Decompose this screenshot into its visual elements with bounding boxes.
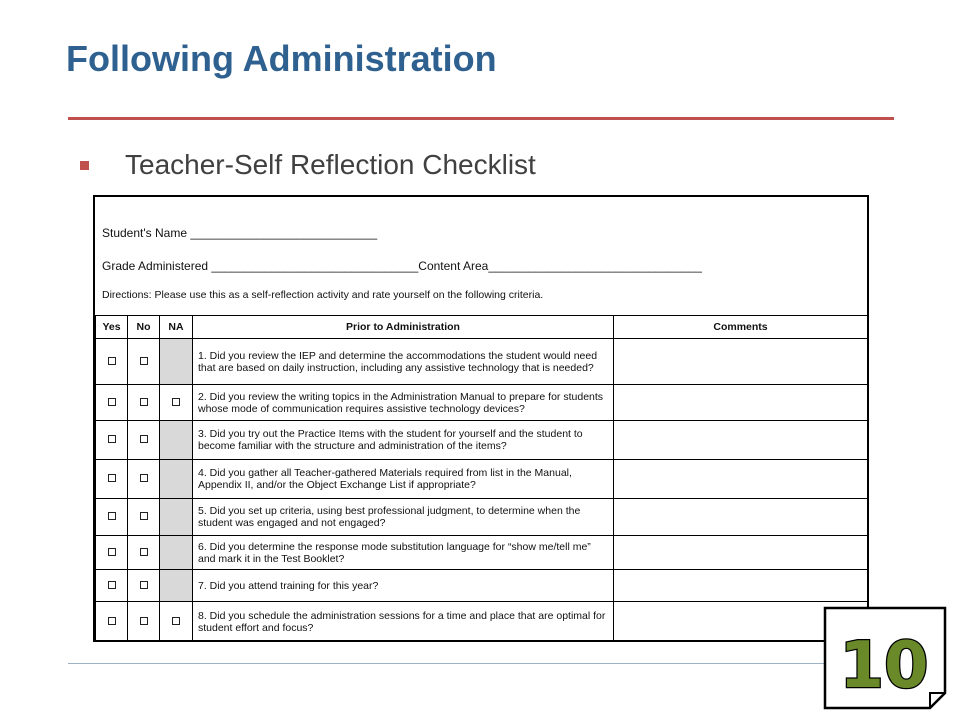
no-cell xyxy=(128,421,160,460)
na-cell xyxy=(160,570,193,602)
slide-title: Following Administration xyxy=(66,38,497,79)
question-text: 1. Did you review the IEP and determine the accommodations the student would need that are based on daily instruction, including any assistive technology that is needed? xyxy=(193,339,614,385)
comments-cell[interactable] xyxy=(614,570,868,602)
checkbox[interactable] xyxy=(108,512,116,520)
reflection-checklist xyxy=(93,195,869,642)
col-prior: Prior to Administration xyxy=(193,316,614,339)
comments-cell[interactable] xyxy=(614,536,868,570)
checkbox[interactable] xyxy=(140,548,148,556)
no-cell xyxy=(128,385,160,421)
checkbox[interactable] xyxy=(140,398,148,406)
comments-cell[interactable] xyxy=(614,385,868,421)
comments-cell[interactable] xyxy=(614,339,868,385)
checklist-row xyxy=(96,421,868,460)
comments-cell[interactable] xyxy=(614,499,868,536)
yes-cell xyxy=(96,421,128,460)
checkbox[interactable] xyxy=(140,435,148,443)
checkbox[interactable] xyxy=(140,357,148,365)
yes-cell xyxy=(96,385,128,421)
question-text: 8. Did you schedule the administration sessions for a time and place that are optimal for student effort and focus? xyxy=(193,602,614,642)
checkbox[interactable] xyxy=(140,474,148,482)
checkbox[interactable] xyxy=(108,548,116,556)
na-cell xyxy=(160,460,193,499)
na-cell xyxy=(160,339,193,385)
checklist-row xyxy=(96,570,868,602)
checkbox[interactable] xyxy=(108,398,116,406)
na-cell xyxy=(160,385,193,421)
checklist-row xyxy=(96,460,868,499)
yes-cell xyxy=(96,602,128,642)
checklist-row xyxy=(96,499,868,536)
na-cell xyxy=(160,536,193,570)
checklist-row xyxy=(96,536,868,570)
question-text: 7. Did you attend training for this year? xyxy=(193,570,614,602)
checkbox[interactable] xyxy=(108,357,116,365)
bullet-text: Teacher-Self Reflection Checklist xyxy=(125,149,536,180)
checkbox[interactable] xyxy=(172,617,180,625)
yes-cell xyxy=(96,499,128,536)
col-comments: Comments xyxy=(614,316,868,339)
na-cell xyxy=(160,499,193,536)
square-bullet-icon xyxy=(80,161,89,170)
question-text: 5. Did you set up criteria, using best professional judgment, to determine when the student was engaged and not engaged? xyxy=(193,499,614,536)
checkbox[interactable] xyxy=(108,617,116,625)
no-cell xyxy=(128,570,160,602)
student-name-field: Student's Name ____________________________ xyxy=(102,226,378,240)
checkbox[interactable] xyxy=(172,398,180,406)
page-number-badge xyxy=(822,605,948,711)
checkbox[interactable] xyxy=(108,474,116,482)
question-text: 2. Did you review the writing topics in the Administration Manual to prepare for students whose mode of communication requires assistive technology devices? xyxy=(193,385,614,421)
footer-rule xyxy=(68,663,828,664)
checkbox[interactable] xyxy=(140,512,148,520)
page-number: 10 xyxy=(839,629,929,703)
question-text: 6. Did you determine the response mode substitution language for “show me/tell me” and mark it in the Test Booklet? xyxy=(193,536,614,570)
yes-cell xyxy=(96,460,128,499)
grade-content-field: Grade Administered _______________________________Content Area________________________________ xyxy=(102,259,702,273)
title-underline xyxy=(68,117,894,120)
checklist-row xyxy=(96,602,868,642)
checklist-header xyxy=(95,197,867,316)
no-cell xyxy=(128,499,160,536)
checkbox[interactable] xyxy=(140,581,148,589)
yes-cell xyxy=(96,570,128,602)
na-cell xyxy=(160,421,193,460)
checkbox[interactable] xyxy=(108,435,116,443)
checkbox[interactable] xyxy=(140,617,148,625)
checkbox[interactable] xyxy=(108,581,116,589)
checklist-header-row xyxy=(96,316,868,339)
no-cell xyxy=(128,602,160,642)
no-cell xyxy=(128,460,160,499)
comments-cell[interactable] xyxy=(614,421,868,460)
comments-cell[interactable] xyxy=(614,460,868,499)
yes-cell xyxy=(96,339,128,385)
col-yes: Yes xyxy=(96,316,128,339)
checklist-table xyxy=(95,315,868,642)
checklist-row xyxy=(96,385,868,421)
question-text: 3. Did you try out the Practice Items with the student for yourself and the student to become familiar with the structure and administration of the items? xyxy=(193,421,614,460)
checklist-row xyxy=(96,339,868,385)
col-no: No xyxy=(128,316,160,339)
col-na: NA xyxy=(160,316,193,339)
no-cell xyxy=(128,536,160,570)
bullet-item xyxy=(80,145,536,185)
question-text: 4. Did you gather all Teacher-gathered Materials required from list in the Manual, Appendix II, and/or the Object Exchange List if appropriate? xyxy=(193,460,614,499)
directions-text: Directions: Please use this as a self-reflection activity and rate yourself on the following criteria. xyxy=(102,289,544,301)
yes-cell xyxy=(96,536,128,570)
na-cell xyxy=(160,602,193,642)
no-cell xyxy=(128,339,160,385)
